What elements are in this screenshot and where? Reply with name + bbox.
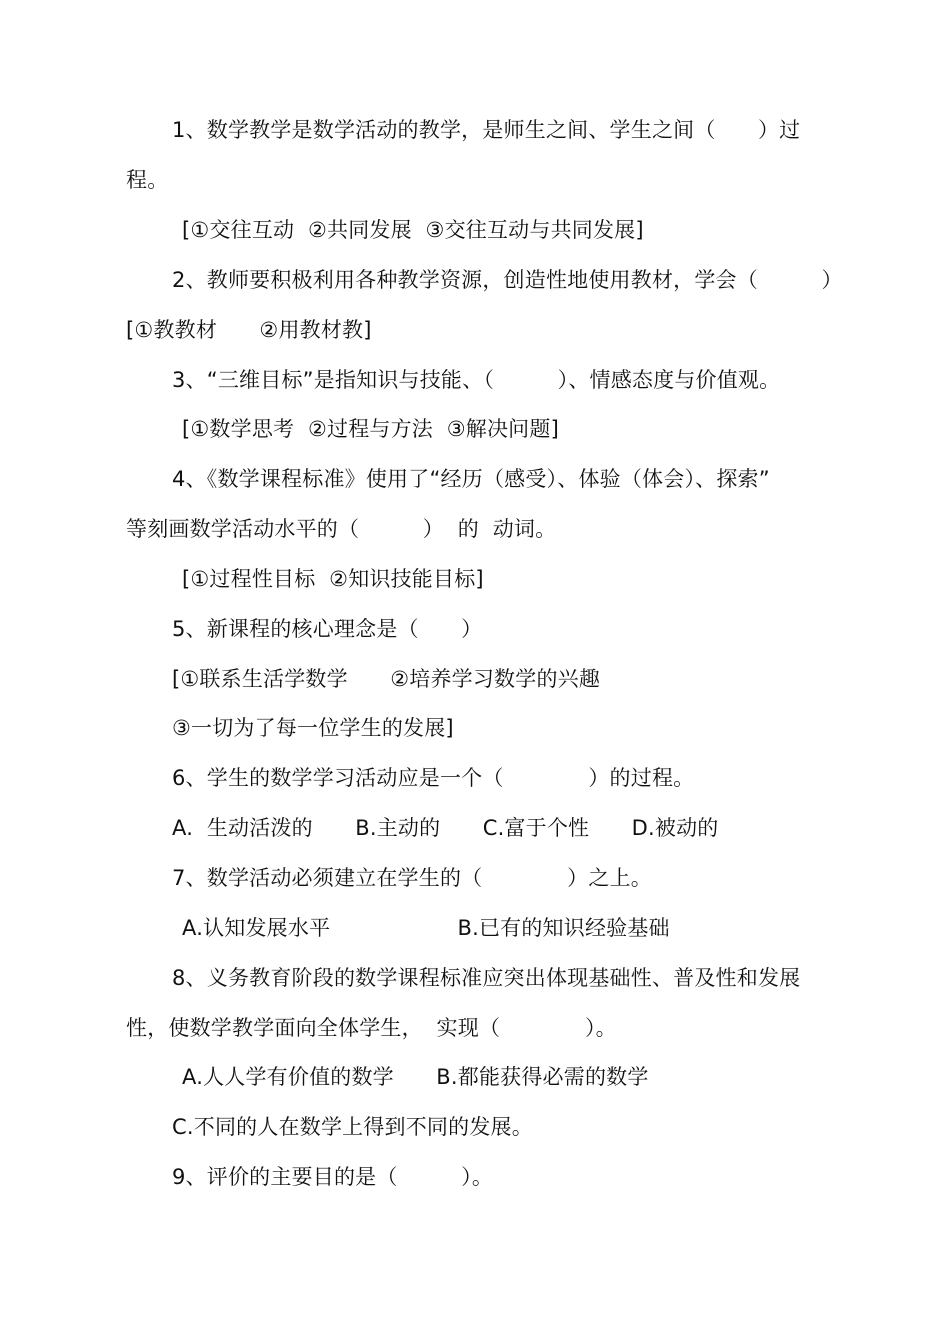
question-6-options: A. 生动活泼的 B.主动的 C.富于个性 D.被动的	[172, 816, 719, 840]
question-8-line-2: 性，使数学教学面向全体学生， 实现（ ）。	[126, 1016, 617, 1040]
question-4-line-1: 4、《数学课程标准》使用了“经历（感受）、体验（体会）、探索”	[172, 467, 770, 491]
question-9-line-1: 9、评价的主要目的是（ ）。	[172, 1165, 494, 1189]
question-8-line-1: 8、义务教育阶段的数学课程标准应突出体现基础性、普及性和发展	[172, 966, 801, 990]
question-7-line-1: 7、数学活动必须建立在学生的（ ）之上。	[172, 866, 652, 890]
question-1-options: [①交往互动 ②共同发展 ③交往互动与共同发展]	[182, 218, 644, 242]
question-1-line-2: 程。	[126, 168, 169, 192]
question-2-options: [①教教材 ②用教材教]	[126, 318, 372, 342]
question-4-line-2: 等刻画数学活动水平的（ ） 的 动词。	[126, 517, 557, 541]
question-5-line-1: 5、新课程的核心理念是（ ）	[172, 617, 483, 641]
question-8-options-1: A.人人学有价值的数学 B.都能获得必需的数学	[182, 1065, 649, 1089]
question-2-line-1: 2、教师要积极利用各种教学资源，创造性地使用教材，学会（ ）	[172, 268, 843, 292]
question-8-options-2: C.不同的人在数学上得到不同的发展。	[172, 1115, 533, 1139]
question-6-line-1: 6、学生的数学学习活动应是一个（ ）的过程。	[172, 766, 695, 790]
question-3-line-1: 3、“三维目标”是指知识与技能、（ ）、情感态度与价值观。	[172, 368, 781, 392]
question-3-options: [①数学思考 ②过程与方法 ③解决问题]	[182, 417, 559, 441]
question-1-line-1: 1、数学教学是数学活动的教学，是师生之间、学生之间（ ）过	[172, 118, 801, 142]
question-7-options: A.认知发展水平 B.已有的知识经验基础	[182, 916, 670, 940]
question-4-options: [①过程性目标 ②知识技能目标]	[182, 567, 484, 591]
question-5-options-1: [①联系生活学数学 ②培养学习数学的兴趣	[172, 667, 601, 691]
question-5-options-2: ③一切为了每一位学生的发展]	[172, 716, 454, 740]
